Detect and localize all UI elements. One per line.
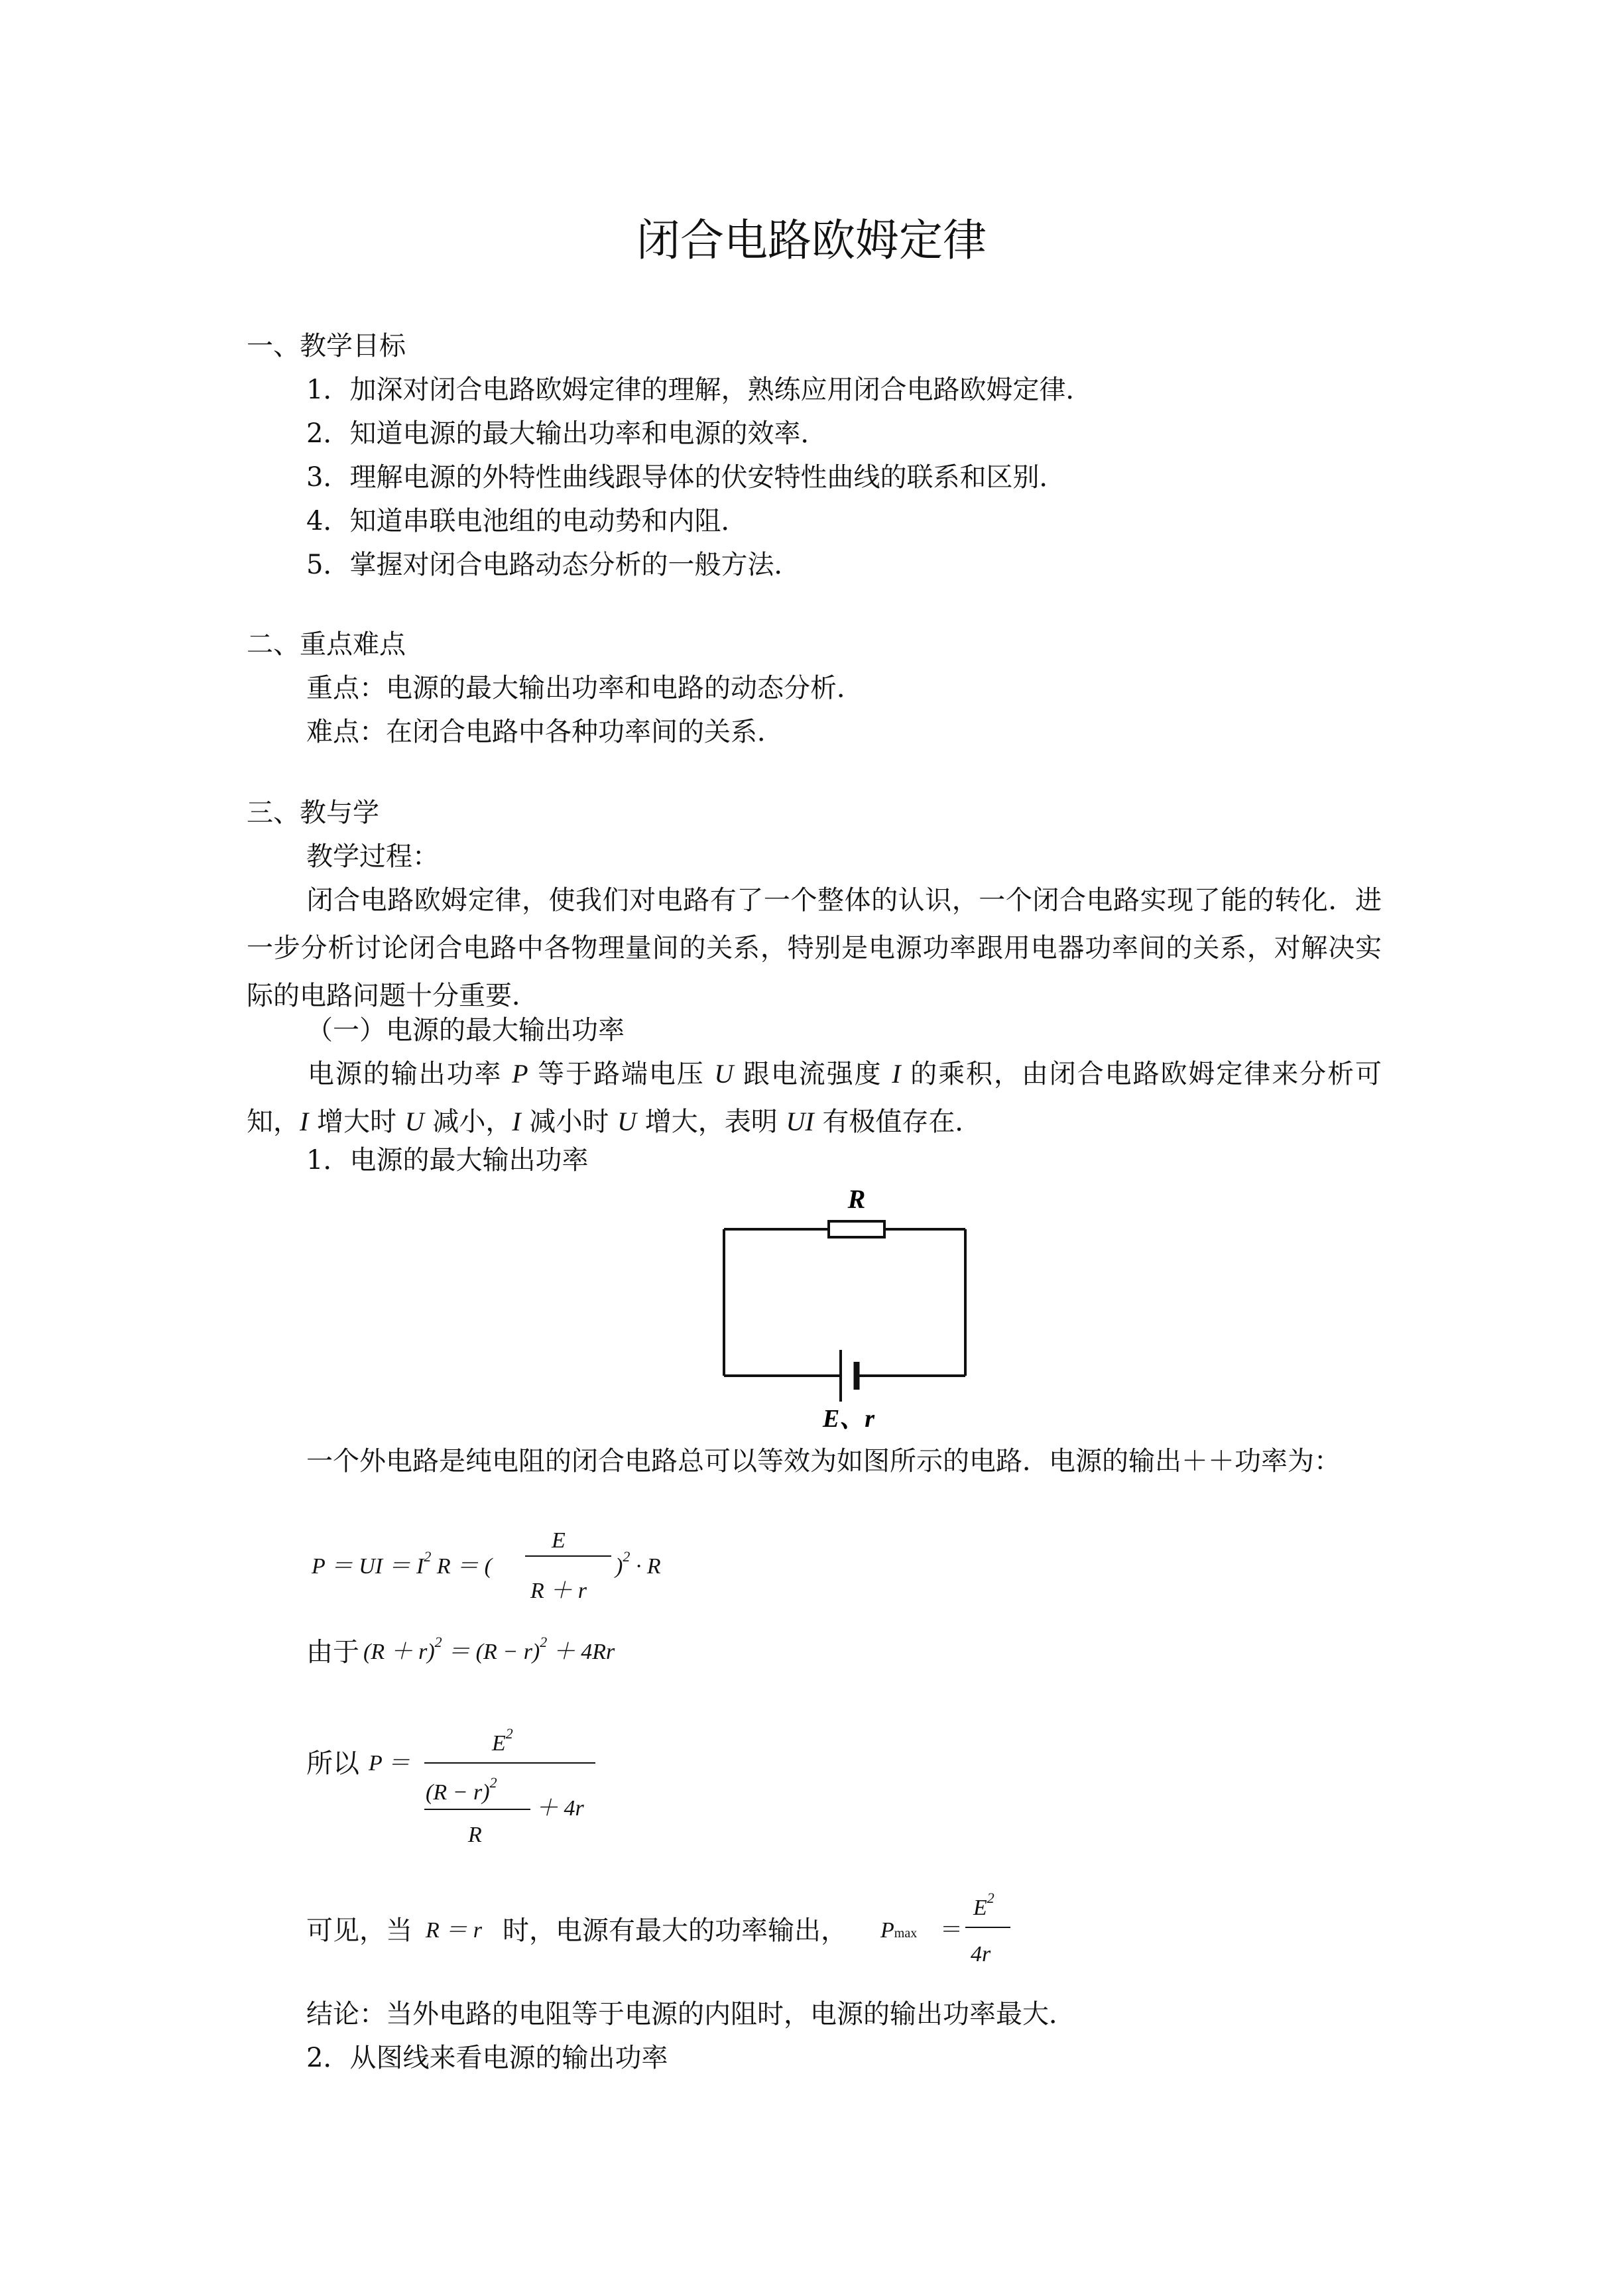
- eq1-denominator: R ＋ r: [530, 1579, 587, 1603]
- pmax-fraction-bar: [965, 1927, 1010, 1928]
- pmax-numerator: $E^2$: [973, 1890, 994, 1920]
- circuit-diagram: [716, 1180, 981, 1432]
- so-numerator: $E^2$: [492, 1725, 513, 1756]
- pmax-equals: ＝: [940, 1918, 963, 1943]
- page-title: 闭合电路欧姆定律: [636, 215, 987, 266]
- visible-text-2: 时，电源有最大的功率输出，: [503, 1915, 847, 1946]
- eq1-numerator: E: [552, 1528, 566, 1553]
- so-inner-denominator: R: [468, 1823, 482, 1847]
- eq1-tail: )$^2$ · R: [615, 1548, 661, 1579]
- subsection-heading: （一）电源的最大输出功率: [306, 1015, 625, 1046]
- so-lhs: P ＝: [369, 1751, 410, 1776]
- resistor-label: R: [847, 1184, 866, 1214]
- output-power-paragraph: 电源的输出功率 P 等于路端电压 U 跟电流强度 I 的乘积，由闭合电路欧姆定律来分析可知，I 增大时 U 减小，I 减小时 U 增大，表明 UI 有极值存在．: [247, 1059, 1382, 1137]
- so-plus-term: ＋ 4r: [536, 1796, 584, 1821]
- so-inner-numerator: $(R - r)^2$: [426, 1774, 497, 1805]
- source-label: E、r: [822, 1405, 875, 1432]
- pmax-symbol: Pmax: [880, 1918, 918, 1943]
- intro-paragraph: 闭合电路欧姆定律，使我们对电路有了一个整体的认识，一个闭合电路实现了能的转化．进一步分析讨论闭合电路中各物理量间的关系，特别是电源功率跟用电器功率间的关系，对解决实际的电路问题十分重要．: [247, 885, 1382, 1011]
- eq1-lhs: P ＝ UI ＝ $I^2$ R ＝ (: [312, 1548, 492, 1579]
- teaching-process-label: 教学过程：: [306, 841, 439, 872]
- visible-text-1: 可见，当: [306, 1915, 412, 1946]
- item-max-output-power: 1．电源的最大输出功率: [306, 1145, 589, 1176]
- so-inner-fraction-bar: [424, 1809, 530, 1810]
- since-label: 由于: [306, 1637, 359, 1667]
- so-main-fraction-bar: [424, 1762, 595, 1764]
- since-equation: $(R + r)^2 = (R - r)^2 + 4Rr$: [363, 1634, 615, 1664]
- conclusion: 结论：当外电路的电阻等于电源的内阻时，电源的输出功率最大．: [306, 1999, 1075, 2029]
- objective-item: 1．加深对闭合电路欧姆定律的理解，熟练应用闭合电路欧姆定律．: [306, 375, 1093, 405]
- equivalent-circuit-paragraph: 一个外电路是纯电阻的闭合电路总可以等效为如图所示的电路．电源的输出＋＋功率为：: [306, 1446, 1341, 1477]
- item-graph-output-power: 2．从图线来看电源的输出功率: [306, 2043, 668, 2073]
- objective-item: 3．理解电源的外特性曲线跟导体的伏安特性曲线的联系和区别．: [306, 462, 1066, 493]
- eq1-fraction-bar: [525, 1555, 611, 1557]
- visible-condition: R ＝ r: [426, 1918, 482, 1943]
- difficult-point: 难点：在闭合电路中各种功率间的关系．: [306, 717, 784, 747]
- pmax-denominator: 4r: [971, 1942, 991, 1966]
- key-point: 重点：电源的最大输出功率和电路的动态分析．: [306, 673, 863, 703]
- section-heading-key-points: 二、重点难点: [247, 629, 406, 660]
- objective-item: 2．知道电源的最大输出功率和电源的效率．: [306, 418, 827, 449]
- section-heading-teaching: 三、教与学: [247, 798, 379, 828]
- objective-item: 5．掌握对闭合电路动态分析的一般方法．: [306, 550, 801, 580]
- so-label: 所以: [306, 1748, 359, 1779]
- objective-item: 4．知道串联电池组的电动势和内阻．: [306, 506, 748, 536]
- section-heading-objectives: 一、教学目标: [247, 331, 406, 361]
- resistor-symbol: [829, 1221, 884, 1237]
